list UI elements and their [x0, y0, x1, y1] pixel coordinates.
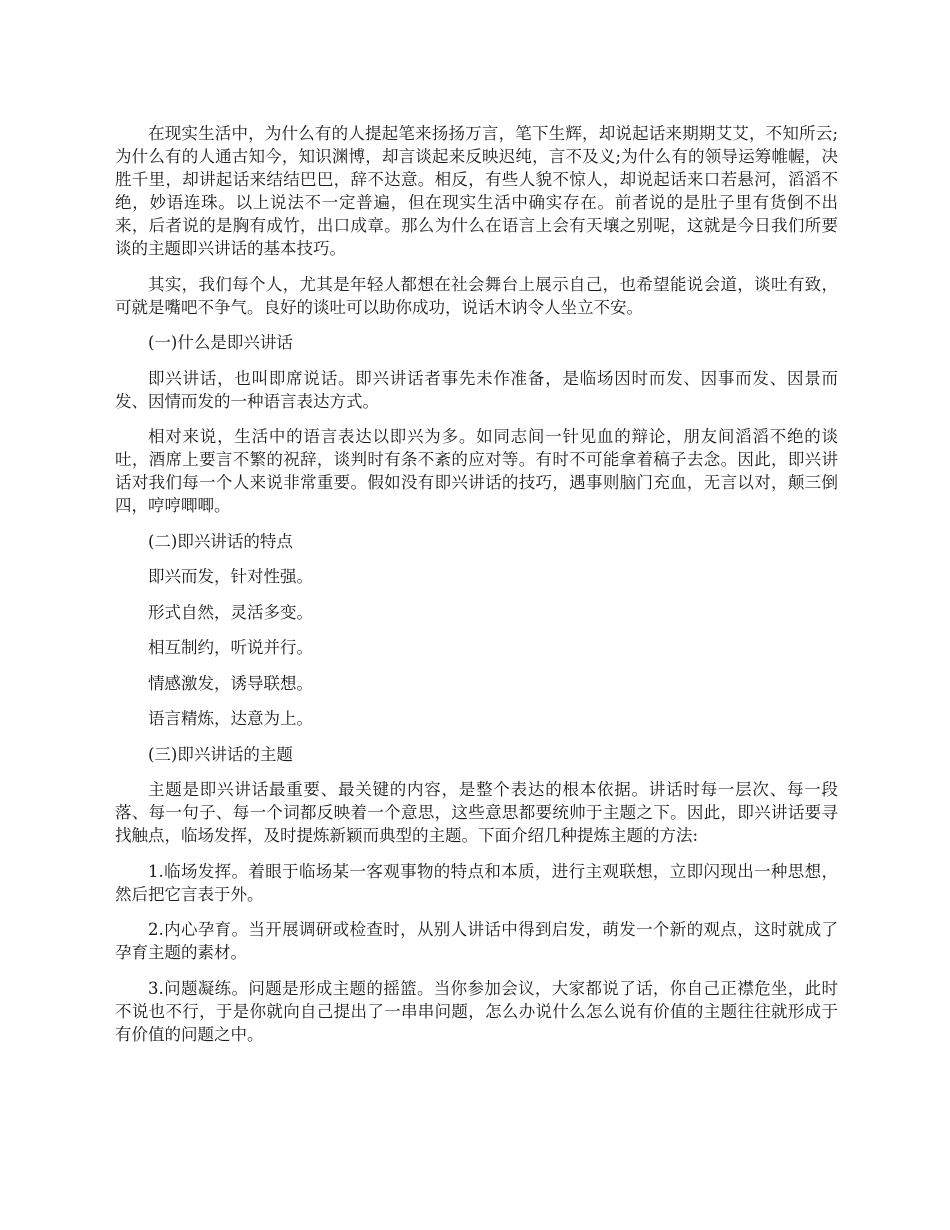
feature-item: 语言精炼，达意为上。	[148, 709, 313, 728]
section-heading-2: (二)即兴讲话的特点	[148, 531, 293, 551]
section-heading-3: (三)即兴讲话的主题	[148, 744, 293, 764]
document-page	[115, 122, 838, 1058]
section1-paragraph-2: 相对来说，生活中的语言表达以即兴为多。如同志间一针见血的辩论，朋友间滔滔不绝的谈吐，酒席上要言不繁的祝辞，谈判时有条不紊的应对等。有时不可能拿着稿子去念。因此，即兴讲话对我们每一个人来说非常重要。假如没有即兴讲话的技巧，遇事则脑门充血，无言以对，颠三倒四，哼哼唧唧。	[115, 427, 838, 515]
method-paragraph-3: 3.问题凝练。问题是形成主题的摇篮。当你参加会议，大家都说了话，你自己正襟危坐，此时不说也不行，于是你就向自己提出了一串串问题，怎么办说什么怎么说有价值的主题往往就形成于有价值的问题之中。	[115, 978, 838, 1044]
feature-item: 形式自然，灵活多变。	[148, 602, 313, 622]
intro-paragraph-1: 在现实生活中，为什么有的人提起笔来扬扬万言，笔下生辉，却说起话来期期艾艾，不知所云;为什么有的人通古知今，知识渊博，却言谈起来反映迟纯，言不及义;为什么有的领导运筹帷幄，决胜千里，却讲起话来结结巴巴，辞不达意。相反，有些人貌不惊人，却说起话来口若悬河，滔滔不绝，妙语连珠。以上说法不一定普遍，但在现实生活中确实存在。前者说的是肚子里有货倒不出来，后者说的是胸有成竹，出口成章。那么为什么在语言上会有天壤之别呢，这就是今日我们所要谈的主题即兴讲话的基本技巧。	[115, 124, 838, 258]
method-paragraph-2: 2.内心孕育。当开展调研或检查时，从别人讲话中得到启发，萌发一个新的观点，这时就成了孕育主题的素材。	[115, 920, 838, 962]
intro-paragraph-2: 其实，我们每个人，尤其是年轻人都想在社会舞台上展示自己，也希望能说会道，谈吐有致，可就是嘴吧不争气。良好的谈吐可以助你成功，说话木讷令人坐立不安。	[115, 274, 838, 317]
method-paragraph-1: 1.临场发挥。着眼于临场某一客观事物的特点和本质，进行主观联想，立即闪现出一种思想，然后把它言表于外。	[115, 861, 838, 904]
section3-paragraph-1: 主题是即兴讲话最重要、最关键的内容，是整个表达的根本依据。讲话时每一层次、每一段落、每一句子、每一个词都反映着一个意思，这些意思都要统帅于主题之下。因此，即兴讲话要寻找触点，临场发挥，及时提炼新颖而典型的主题。下面介绍几种提炼主题的方法:	[115, 780, 838, 845]
section-heading-1: (一)什么是即兴讲话	[148, 333, 293, 352]
feature-item: 相互制约，听说并行。	[148, 638, 313, 657]
feature-item: 情感激发，诱导联想。	[148, 673, 313, 693]
section1-paragraph-1: 即兴讲话，也叫即席说话。即兴讲话者事先未作准备，是临场因时而发、因事而发、因景而发、因情而发的一种语言表达方式。	[115, 368, 838, 411]
feature-item: 即兴而发，针对性强。	[148, 567, 313, 586]
